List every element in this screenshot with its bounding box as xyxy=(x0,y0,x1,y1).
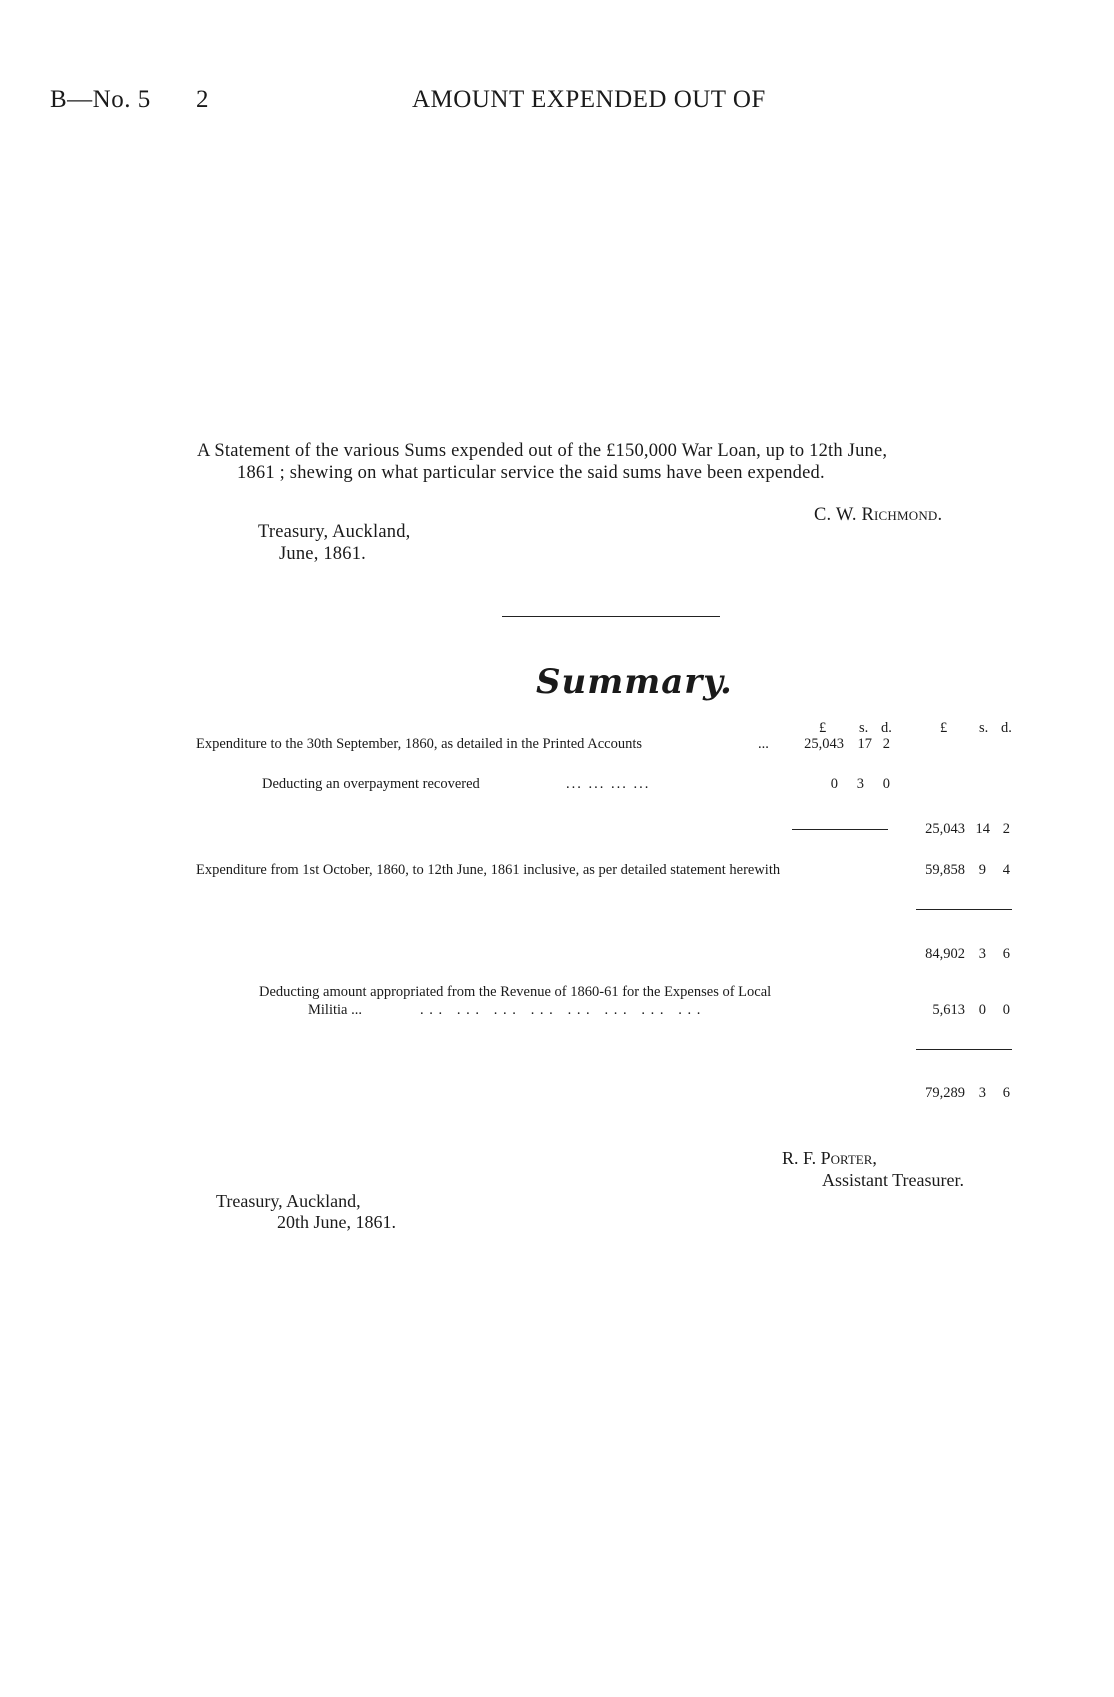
outer-shillings-value: 3 xyxy=(978,1085,986,1101)
row-leader: ... ... ... ... ... ... ... ... xyxy=(420,1002,706,1018)
page-number: 2 xyxy=(196,86,209,113)
inner-subtotal-rule xyxy=(792,829,888,830)
outer-pounds-value: 5,613 xyxy=(932,1002,965,1018)
statement-signatory-initials: C. W. xyxy=(814,505,862,525)
outer-pence-header: d. xyxy=(1001,720,1012,736)
row-leader: ... xyxy=(758,736,769,752)
footer-place: Treasury, Auckland, xyxy=(216,1191,361,1211)
inner-pence-header: d. xyxy=(881,720,892,736)
outer-shillings-header: s. xyxy=(979,720,989,736)
outer-pounds-value: 79,289 xyxy=(925,1085,965,1101)
inner-pence-value: 2 xyxy=(882,736,890,752)
inner-pence-value: 0 xyxy=(882,776,890,792)
outer-pence-value: 4 xyxy=(1002,862,1010,878)
footer-signatory-title: Assistant Treasurer. xyxy=(822,1170,965,1190)
outer-shillings-value: 3 xyxy=(978,946,986,962)
footer-signatory-surname: Porter, xyxy=(820,1148,877,1168)
row-expenditure-from-oct xyxy=(196,862,780,879)
inner-pounds-value: 0 xyxy=(830,776,838,792)
statement-date: June, 1861. xyxy=(279,544,366,564)
row-label: Expenditure to the 30th September, 1860, as detailed in the Printed Accounts xyxy=(196,736,643,752)
summary-title: Summary. xyxy=(536,662,733,702)
outer-pounds-header: £ xyxy=(940,720,948,736)
outer-pence-value: 6 xyxy=(1002,1085,1010,1101)
outer-pence-value: 6 xyxy=(1002,946,1010,962)
row-overpayment-recovered xyxy=(262,776,480,793)
outer-shillings-value: 9 xyxy=(978,862,986,878)
inner-pounds-value: 25,043 xyxy=(804,736,844,752)
inner-shillings-value: 17 xyxy=(857,736,872,752)
document-reference: B—No. 5 xyxy=(50,86,151,113)
inner-shillings-header: s. xyxy=(859,720,869,736)
statement-place: Treasury, Auckland, xyxy=(258,522,411,542)
row-militia-deduction-line-2: Militia ... xyxy=(308,1002,362,1018)
inner-shillings-value: 3 xyxy=(856,776,864,792)
running-title: AMOUNT EXPENDED OUT OF xyxy=(412,86,766,113)
row-leader: ... ... ... ... xyxy=(566,776,651,792)
outer-pounds-value: 25,043 xyxy=(925,821,965,837)
footer-signatory-initials: R. F. xyxy=(782,1148,821,1168)
outer-pounds-value: 84,902 xyxy=(925,946,965,962)
footer-signatory xyxy=(782,1148,877,1169)
row-label: Expenditure from 1st October, 1860, to 12th June, 1861 inclusive, as per detailed statement herewith xyxy=(196,862,781,878)
statement-signatory xyxy=(814,505,942,526)
outer-net-rule xyxy=(916,1049,1012,1050)
statement-line-2: 1861 ; shewing on what particular service the said sums have been expended. xyxy=(237,463,825,483)
row-expenditure-to-sept xyxy=(196,736,642,753)
statement-signatory-surname: Richmond. xyxy=(861,505,943,525)
outer-pence-value: 2 xyxy=(1002,821,1010,837)
row-militia-deduction-line-1: Deducting amount appropriated from the Revenue of 1860-61 for the Expenses of Local xyxy=(259,984,772,1000)
outer-pence-value: 0 xyxy=(1002,1002,1010,1018)
section-divider xyxy=(502,616,720,617)
inner-pounds-header: £ xyxy=(819,720,827,736)
row-label: Deducting an overpayment recovered xyxy=(262,776,480,792)
outer-shillings-value: 0 xyxy=(978,1002,986,1018)
statement-line-1: A Statement of the various Sums expended out of the £150,000 War Loan, up to 12th June, xyxy=(197,441,888,461)
footer-date: 20th June, 1861. xyxy=(277,1212,396,1232)
outer-total-rule xyxy=(916,909,1012,910)
outer-shillings-value: 14 xyxy=(975,821,990,837)
outer-pounds-value: 59,858 xyxy=(925,862,965,878)
